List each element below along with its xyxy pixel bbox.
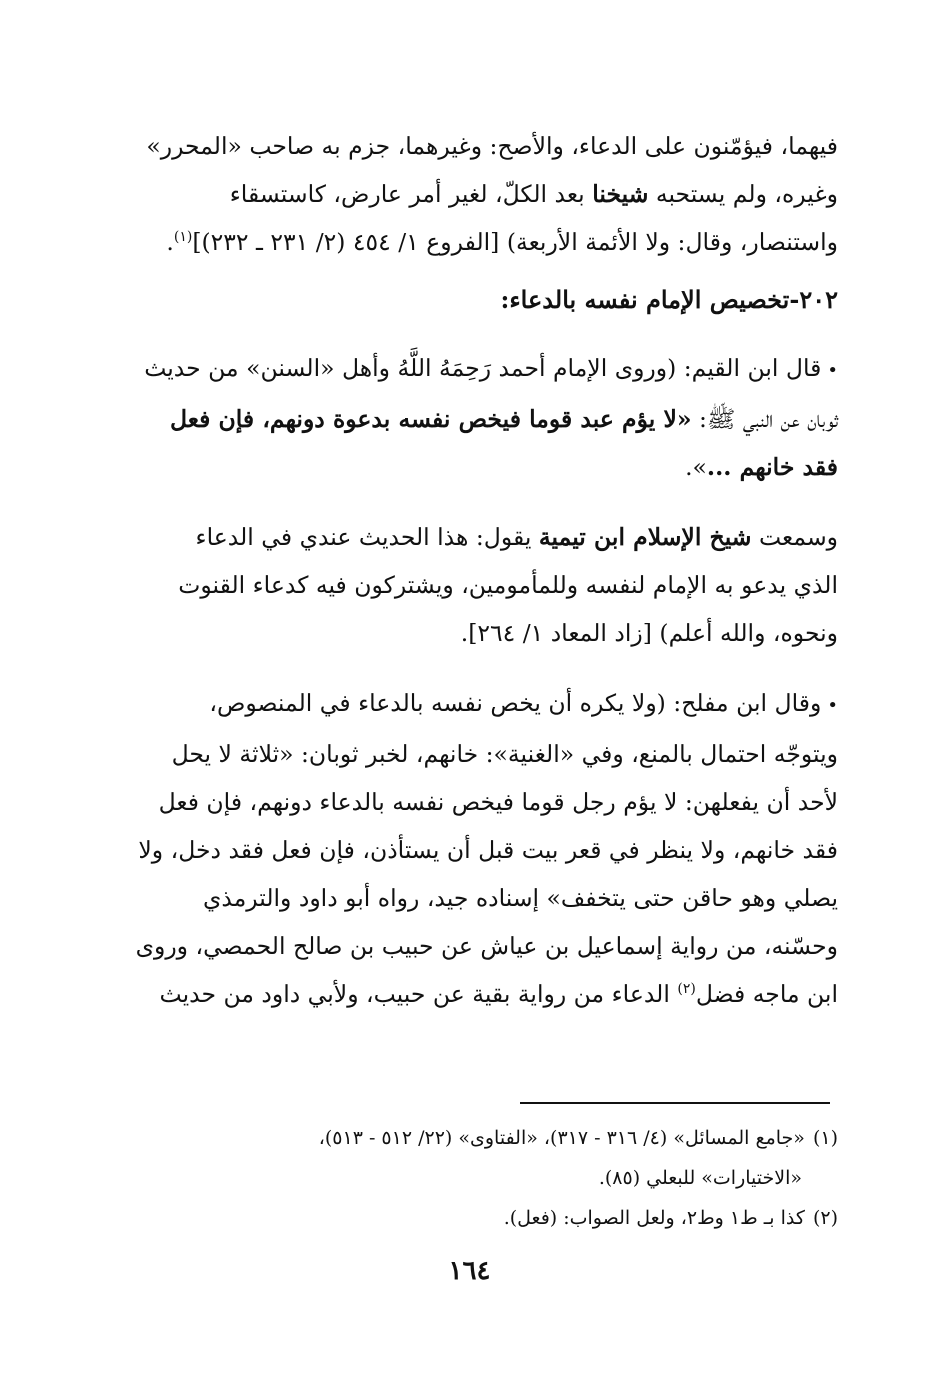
paragraph-ibn-taymiyyah [96,513,838,657]
emphasis-text: شيخ الإسلام ابن تيمية [538,523,752,551]
text-line: وغيره، ولم يستحبه [648,180,838,208]
paragraph-ibn-muflih [96,679,838,1018]
footnote-ref-1[interactable]: (١) [173,229,193,246]
text-line: الذي يدعو به الإمام لنفسه وللمأمومين، ويشتركون فيه كدعاء القنوت [178,571,838,599]
hadith-text: «لا يؤم عبد قوما فيخص نفسه بدعوة دونهم، فإن فعل [169,405,692,433]
bullet-icon: • [827,360,838,381]
page-number: ١٦٤ [448,1256,491,1286]
text-line: ثوبان عن النبي ﷺ: [691,405,838,433]
text-line: ويتوجّه احتمال بالمنع، وفي «الغنية»: خانهم، لخبر ثوبان: «ثلاثة لا يحل [171,740,838,768]
footnote-text: كذا بـ ط١ وط٢، ولعل الصواب: (فعل). [503,1207,805,1229]
footnotes [96,1118,838,1238]
section-heading: ٢٠٢-تخصيص الإمام نفسه بالدعاء: [500,285,838,314]
text-line: الدعاء من رواية بقية عن حبيب، ولأبي داود من حديث [159,980,678,1008]
bullet-icon: • [827,695,838,716]
text-line: ابن ماجه فضل [695,980,838,1008]
text-line: ونحوه، والله أعلم) [زاد المعاد ١/ ٢٦٤]. [460,619,838,647]
paragraph-ibn-alqayyim: •قال ابن القيم: (وروى الإمام أحمد رَحِمَهُ اللَّهُ وأهل «السنن» من حديث ثوبان عن النبي ﷺ: «لا يؤم عبد قوما فيخص نفسه بدعوة دونهم، فإن فعل فقد خانهم ...». [144,354,838,481]
footnote-number: (٢) [812,1207,838,1229]
text-line: لأحد أن يفعلهن: لا يؤم رجل قوما فيخص نفسه بالدعاء دونهم، فإن فعل [158,788,838,816]
footnote-text: «جامع المسائل» (٤/ ٣١٦ - ٣١٧)، «الفتاوى» (٢٢/ ٥١٢ - ٥١٣)، [318,1127,805,1149]
text-line: واستنصار، وقال: ولا الأئمة الأربعة) [الفروع ١/ ٤٥٤ (٢/ ٢٣١ ـ ٢٣٢)] [192,228,838,256]
text-line: بعد الكلّ، لغير أمر عارض، كاستسقاء [229,180,593,208]
footnote-divider [520,1102,830,1104]
text-line: قال ابن القيم: (وروى الإمام أحمد رَحِمَهُ اللَّهُ وأهل «السنن» من حديث [144,354,822,382]
text-line: يقول: هذا الحديث عندي في الدعاء [195,523,539,551]
footnote-1-continuation: «الاختيارات» للبعلي (٨٥). [598,1167,802,1189]
text-line: يصلي وهو حاقن حتى يتخفف» إسناده جيد، رواه أبو داود والترمذي [202,884,838,912]
footnote-1 [96,1118,838,1158]
text-line: فيهما، فيؤمّنون على الدعاء، والأصح: وغيرهما، جزم به صاحب «المحرر» [146,132,838,160]
text-line: وسمعت [751,523,838,551]
footnote-ref-2[interactable]: (٢) [677,981,696,998]
footnote-number: (١) [812,1127,838,1149]
hadith-text: فقد خانهم ... [706,453,838,481]
main-text [96,122,838,1018]
text-line: وقال ابن مفلح: (ولا يكره أن يخص نفسه بالدعاء في المنصوص، [209,689,822,717]
emphasis-text: شيخنا [592,180,649,208]
footnote-2 [96,1198,838,1238]
text-line: وحسّنه، من رواية إسماعيل بن عياش عن حبيب بن صالح الحمصي، وروى [135,932,838,960]
text-line: فقد خانهم، ولا ينظر في قعر بيت قبل أن يستأذن، فإن فعل فقد دخل، ولا [138,836,838,864]
paragraph-continuation: فيهما، فيؤمّنون على الدعاء، والأصح: وغيرهما، جزم به صاحب «المحرر» وغيره، ولم يستحبه شيخنا بعد الكلّ، لغير أمر عارض، كاستسقاء واستنصار، وقال: ولا الأئمة الأربعة) [الفروع ١/ ٤٥٤ (٢/ ٢٣١ ـ ٢٣٢)]$^{(١)}$. [146,132,838,256]
